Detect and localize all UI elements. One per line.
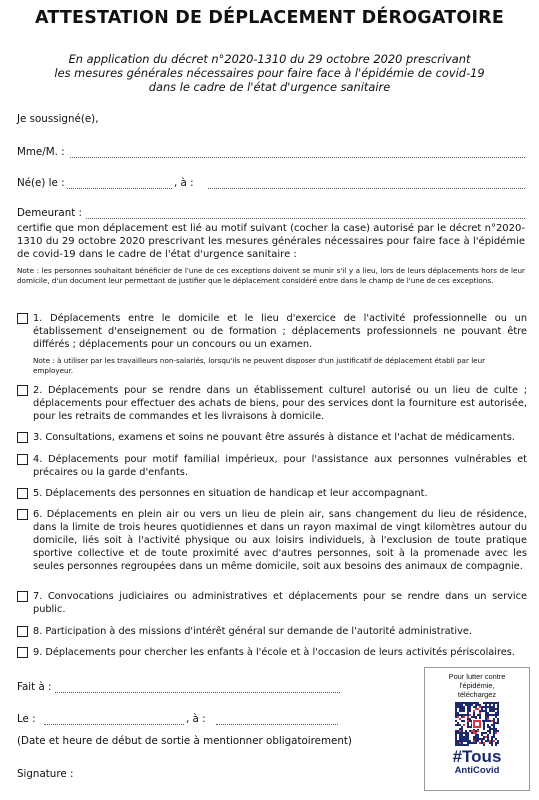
qr-module	[477, 730, 479, 732]
qr-module	[477, 738, 479, 740]
qr-module	[493, 736, 495, 738]
qr-module	[481, 740, 483, 742]
qr-module	[467, 722, 469, 724]
qr-module	[469, 742, 471, 744]
qr-module	[455, 720, 457, 722]
qr-module	[461, 730, 463, 732]
signature-field[interactable]	[80, 779, 340, 780]
qr-module	[473, 736, 475, 738]
qr-module	[493, 722, 495, 724]
qr-module	[473, 742, 475, 744]
qr-module	[469, 720, 471, 722]
qr-module	[479, 706, 481, 708]
reason-6-label: 6. Déplacements en plein air ou vers un lieu de plein air, sans changement du lieu de résidence, dans la limite de trois heures quotidiennes et dans un rayon maximal de vingt kilomètres autour du domicile, liés soit à l'activité physique ou aux loisirs individuels, à l'exclusion de toute pratique sportive collective et de toute proximité avec d'autres personnes, soit à la promenade avec les seules personnes regroupées dans un même domicile, soit aux besoins des animaux de compagnie.	[33, 509, 527, 572]
reason-1-label: 1. Déplacements entre le domicile et le lieu d'exercice de l'activité professionnelle ou un établissement d'enseignement ou de formation ; déplacements professionnels ne pouvant être différés ; déplacements pour un concours ou un examen.	[33, 313, 527, 350]
qr-module	[477, 702, 479, 704]
qr-module	[479, 742, 481, 744]
qr-module	[461, 742, 463, 744]
qr-module	[487, 738, 489, 740]
qr-module	[487, 736, 489, 738]
qr-module	[493, 726, 495, 728]
qr-module	[489, 720, 491, 722]
qr-module	[483, 728, 485, 730]
qr-module	[481, 710, 483, 712]
qr-module	[485, 720, 487, 722]
qr-module	[475, 716, 477, 718]
qr-module	[467, 716, 469, 718]
address-field[interactable]	[86, 218, 525, 219]
qr-module	[475, 730, 477, 732]
qr-module	[483, 732, 485, 734]
name-label: Mme/M. :	[17, 146, 65, 158]
qr-module	[487, 706, 489, 708]
document-title: ATTESTATION DE DÉPLACEMENT DÉROGATOIRE	[34, 8, 504, 28]
reason-6	[17, 508, 527, 573]
qr-module	[487, 718, 489, 720]
qr-module	[473, 714, 475, 716]
qr-module	[469, 730, 471, 732]
qr-module	[483, 720, 485, 722]
time-label: , à :	[186, 713, 206, 725]
qr-module	[491, 728, 493, 730]
made-at-field[interactable]	[55, 692, 340, 693]
qr-module	[471, 732, 473, 734]
qr-module	[491, 742, 493, 744]
qr-module	[471, 716, 473, 718]
qr-code-icon[interactable]	[455, 702, 499, 746]
qr-module	[459, 730, 461, 732]
qr-module	[469, 710, 471, 712]
reason-8-checkbox[interactable]	[17, 626, 28, 637]
qr-module	[461, 720, 463, 722]
qr-module	[495, 732, 497, 734]
qr-module	[473, 710, 475, 712]
qr-module	[485, 740, 487, 742]
qr-module	[461, 716, 463, 718]
qr-module	[491, 724, 493, 726]
birthplace-field[interactable]	[208, 188, 525, 189]
birthdate-field[interactable]	[67, 188, 172, 189]
qr-module	[493, 732, 495, 734]
qr-module	[465, 734, 467, 736]
reason-9	[17, 646, 527, 659]
qr-module	[491, 720, 493, 722]
qr-module	[493, 724, 495, 726]
qr-module	[481, 732, 483, 734]
qr-module	[471, 730, 473, 732]
qr-module	[491, 736, 493, 738]
qr-module	[495, 744, 497, 746]
qr-module	[463, 716, 465, 718]
qr-module	[495, 708, 497, 710]
qr-module	[497, 742, 499, 744]
reason-7-checkbox[interactable]	[17, 591, 28, 602]
qr-module	[489, 726, 491, 728]
qr-module	[461, 728, 463, 730]
qr-module	[489, 740, 491, 742]
reason-4-checkbox[interactable]	[17, 454, 28, 465]
qr-module	[473, 712, 475, 714]
qr-module	[479, 738, 481, 740]
time-field[interactable]	[216, 724, 338, 725]
qr-module	[493, 720, 495, 722]
qr-module	[459, 724, 461, 726]
qr-module	[487, 720, 489, 722]
qr-module	[475, 738, 477, 740]
qr-module	[495, 738, 497, 740]
qr-module	[459, 728, 461, 730]
qr-module	[497, 720, 499, 722]
qr-module	[497, 730, 499, 732]
qr-module	[495, 712, 497, 714]
qr-module	[493, 734, 495, 736]
reason-7	[17, 590, 527, 616]
qr-module	[465, 736, 467, 738]
qr-module	[487, 724, 489, 726]
qr-module	[473, 730, 475, 732]
qr-module	[467, 726, 469, 728]
qr-module	[483, 722, 485, 724]
qr-module	[469, 708, 471, 710]
address-label: Demeurant :	[17, 207, 83, 219]
qr-module	[463, 724, 465, 726]
birthplace-label: , à :	[174, 177, 194, 189]
qr-module	[479, 712, 481, 714]
qr-module	[493, 704, 495, 706]
qr-module	[495, 730, 497, 732]
qr-module	[469, 718, 471, 720]
qr-module	[465, 704, 467, 706]
qr-module	[469, 726, 471, 728]
qr-module	[489, 742, 491, 744]
certify-paragraph: certifie que mon déplacement est lié au motif suivant (cocher la case) autorisé par le décret n°2020-1310 du 29 octobre 2020 prescrivant les mesures générales nécessaires pour faire face à l'épidémie de covid-19 dans le cadre de l'état d'urgence sanitaire :	[17, 223, 525, 260]
qr-module	[495, 722, 497, 724]
qr-module	[483, 744, 485, 746]
qr-module	[495, 728, 497, 730]
qr-module	[477, 708, 479, 710]
reason-5-label: 5. Déplacements des personnes en situation de handicap et leur accompagnant.	[33, 488, 428, 499]
qr-module	[457, 742, 459, 744]
date-label: Le :	[17, 713, 36, 725]
qr-module	[473, 706, 475, 708]
qr-module	[477, 736, 479, 738]
undersigned-label: Je soussigné(e),	[17, 113, 99, 125]
qr-module	[487, 712, 489, 714]
qr-module	[475, 734, 477, 736]
qr-module	[475, 702, 477, 704]
qr-module	[465, 738, 467, 740]
qr-module	[475, 732, 477, 734]
reason-8-label: 8. Participation à des missions d'intérêt général sur demande de l'autorité administrative.	[33, 626, 472, 637]
qr-module	[483, 706, 485, 708]
reason-3-checkbox[interactable]	[17, 432, 28, 443]
reason-2-checkbox[interactable]	[17, 385, 28, 396]
qr-module	[481, 706, 483, 708]
qr-module	[481, 734, 483, 736]
qr-module	[487, 726, 489, 728]
qr-module	[463, 720, 465, 722]
qr-module	[477, 714, 479, 716]
reason-4	[17, 453, 527, 479]
promo-text	[425, 672, 529, 699]
qr-module	[457, 740, 459, 742]
reason-1-checkbox[interactable]	[17, 313, 28, 324]
reason-5	[17, 487, 527, 500]
qr-module	[473, 738, 475, 740]
qr-module	[459, 734, 461, 736]
exceptions-note: Note : les personnes souhaitant bénéficier de l'une de ces exceptions doivent se munir s'il y a lieu, lors de leurs déplacements hors de leur domicile, d'un document leur permettant de justifier que le déplacement considéré entre dans le champ de l'une de ces exceptions.	[17, 266, 525, 285]
qr-module	[459, 718, 461, 720]
subtitle-line: les mesures générales nécessaires pour faire face à l'épidémie de covid-19	[54, 66, 485, 80]
qr-module	[487, 740, 489, 742]
reason-4-label: 4. Déplacements pour motif familial impérieux, pour l'assistance aux personnes vulnérables et précaires ou la garde d'enfants.	[33, 454, 527, 478]
decree-subtitle	[10, 52, 529, 94]
signature-label: Signature :	[17, 768, 74, 780]
qr-module	[467, 718, 469, 720]
reason-3-label: 3. Consultations, examens et soins ne pouvant être assurés à distance et l'achat de médicaments.	[33, 432, 515, 443]
promo-line: l'épidémie,	[459, 681, 495, 690]
qr-module	[483, 738, 485, 740]
qr-module	[457, 704, 459, 706]
qr-module	[483, 710, 485, 712]
reason-9-checkbox[interactable]	[17, 647, 28, 658]
qr-module	[471, 704, 473, 706]
qr-module	[457, 716, 459, 718]
qr-module	[489, 704, 491, 706]
qr-module	[469, 702, 471, 704]
qr-module	[491, 744, 493, 746]
qr-module	[471, 742, 473, 744]
reason-2-label: 2. Déplacements pour se rendre dans un établissement culturel autorisé ou un lieu de culte ; déplacements pour effectuer des achats de biens, pour des services dont la fourniture est autorisée, pour les retraits de commandes et les livraisons à domicile.	[33, 385, 527, 422]
qr-module	[457, 706, 459, 708]
qr-module	[477, 704, 479, 706]
hashtag: #Tous	[452, 747, 502, 766]
reason-2	[17, 384, 527, 423]
reason-1-note: Note : à utiliser par les travailleurs non-salariés, lorsqu'ils ne peuvent disposer d'un justificatif de déplacement établi par leur employeur.	[33, 356, 486, 375]
name-field[interactable]	[70, 157, 525, 158]
reason-7-label: 7. Convocations judiciaires ou administratives et déplacements pour se rendre dans un service public.	[33, 591, 527, 615]
qr-module	[487, 716, 489, 718]
qr-module	[475, 740, 477, 742]
qr-module	[497, 740, 499, 742]
qr-module	[459, 742, 461, 744]
qr-module	[473, 702, 475, 704]
date-field[interactable]	[44, 724, 184, 725]
qr-module	[475, 704, 477, 706]
made-at-label: Fait à :	[17, 681, 52, 693]
qr-module	[483, 726, 485, 728]
qr-module	[477, 734, 479, 736]
anticovid-tag	[425, 748, 529, 776]
qr-module	[489, 728, 491, 730]
reason-3	[17, 431, 527, 444]
qr-module	[481, 742, 483, 744]
qr-module	[469, 706, 471, 708]
qr-module	[497, 718, 499, 720]
qr-module	[481, 708, 483, 710]
qr-module	[491, 738, 493, 740]
qr-module	[473, 740, 475, 742]
qr-module	[473, 732, 475, 734]
reason-8	[17, 625, 527, 638]
qr-module	[483, 702, 485, 704]
qr-module	[467, 720, 469, 722]
qr-module	[465, 740, 467, 742]
qr-module	[483, 724, 485, 726]
qr-module	[469, 714, 471, 716]
qr-module	[467, 724, 469, 726]
qr-module	[491, 740, 493, 742]
qr-module	[487, 730, 489, 732]
qr-module	[455, 724, 457, 726]
qr-module	[493, 730, 495, 732]
qr-module	[475, 736, 477, 738]
qr-module	[485, 736, 487, 738]
qr-module	[479, 704, 481, 706]
qr-module	[457, 724, 459, 726]
qr-module	[489, 730, 491, 732]
qr-module	[493, 740, 495, 742]
time-instruction: (Date et heure de début de sortie à mentionner obligatoirement)	[17, 735, 352, 747]
qr-module	[495, 716, 497, 718]
qr-module	[493, 718, 495, 720]
qr-module	[469, 740, 471, 742]
qr-module	[485, 718, 487, 720]
qr-module	[475, 742, 477, 744]
qr-module	[459, 704, 461, 706]
reason-1	[17, 312, 527, 376]
qr-module	[471, 702, 473, 704]
anticovid-promo	[424, 667, 530, 791]
qr-module	[461, 726, 463, 728]
qr-module	[475, 708, 477, 710]
qr-module	[479, 710, 481, 712]
qr-module	[455, 730, 457, 732]
qr-module	[481, 738, 483, 740]
qr-module	[461, 734, 463, 736]
app-name: AntiCovid	[454, 765, 500, 776]
qr-module	[475, 706, 477, 708]
qr-module	[457, 722, 459, 724]
qr-module	[457, 730, 459, 732]
qr-module	[473, 716, 475, 718]
qr-module	[461, 704, 463, 706]
qr-module	[457, 712, 459, 714]
qr-module	[479, 716, 481, 718]
qr-module	[455, 716, 457, 718]
subtitle-line: dans le cadre de l'état d'urgence sanitaire	[148, 80, 391, 94]
qr-module	[495, 742, 497, 744]
qr-module	[493, 728, 495, 730]
qr-module	[497, 722, 499, 724]
qr-module	[465, 730, 467, 732]
subtitle-line: En application du décret n°2020-1310 du 29 octobre 2020 prescrivant	[68, 52, 471, 66]
qr-module	[485, 716, 487, 718]
qr-module	[489, 732, 491, 734]
qr-module	[479, 714, 481, 716]
reason-5-checkbox[interactable]	[17, 488, 28, 499]
qr-module	[477, 740, 479, 742]
reason-9-label: 9. Déplacements pour chercher les enfants à l'école et à l'occasion de leurs activités périscolaires.	[33, 647, 515, 658]
qr-module	[483, 736, 485, 738]
qr-module	[469, 704, 471, 706]
reason-6-checkbox[interactable]	[17, 509, 28, 520]
qr-module	[485, 732, 487, 734]
promo-line: Pour lutter contre	[448, 672, 506, 681]
promo-line: téléchargez	[457, 690, 497, 699]
qr-module	[487, 734, 489, 736]
birthdate-label: Né(e) le :	[17, 177, 65, 189]
qr-module	[483, 742, 485, 744]
